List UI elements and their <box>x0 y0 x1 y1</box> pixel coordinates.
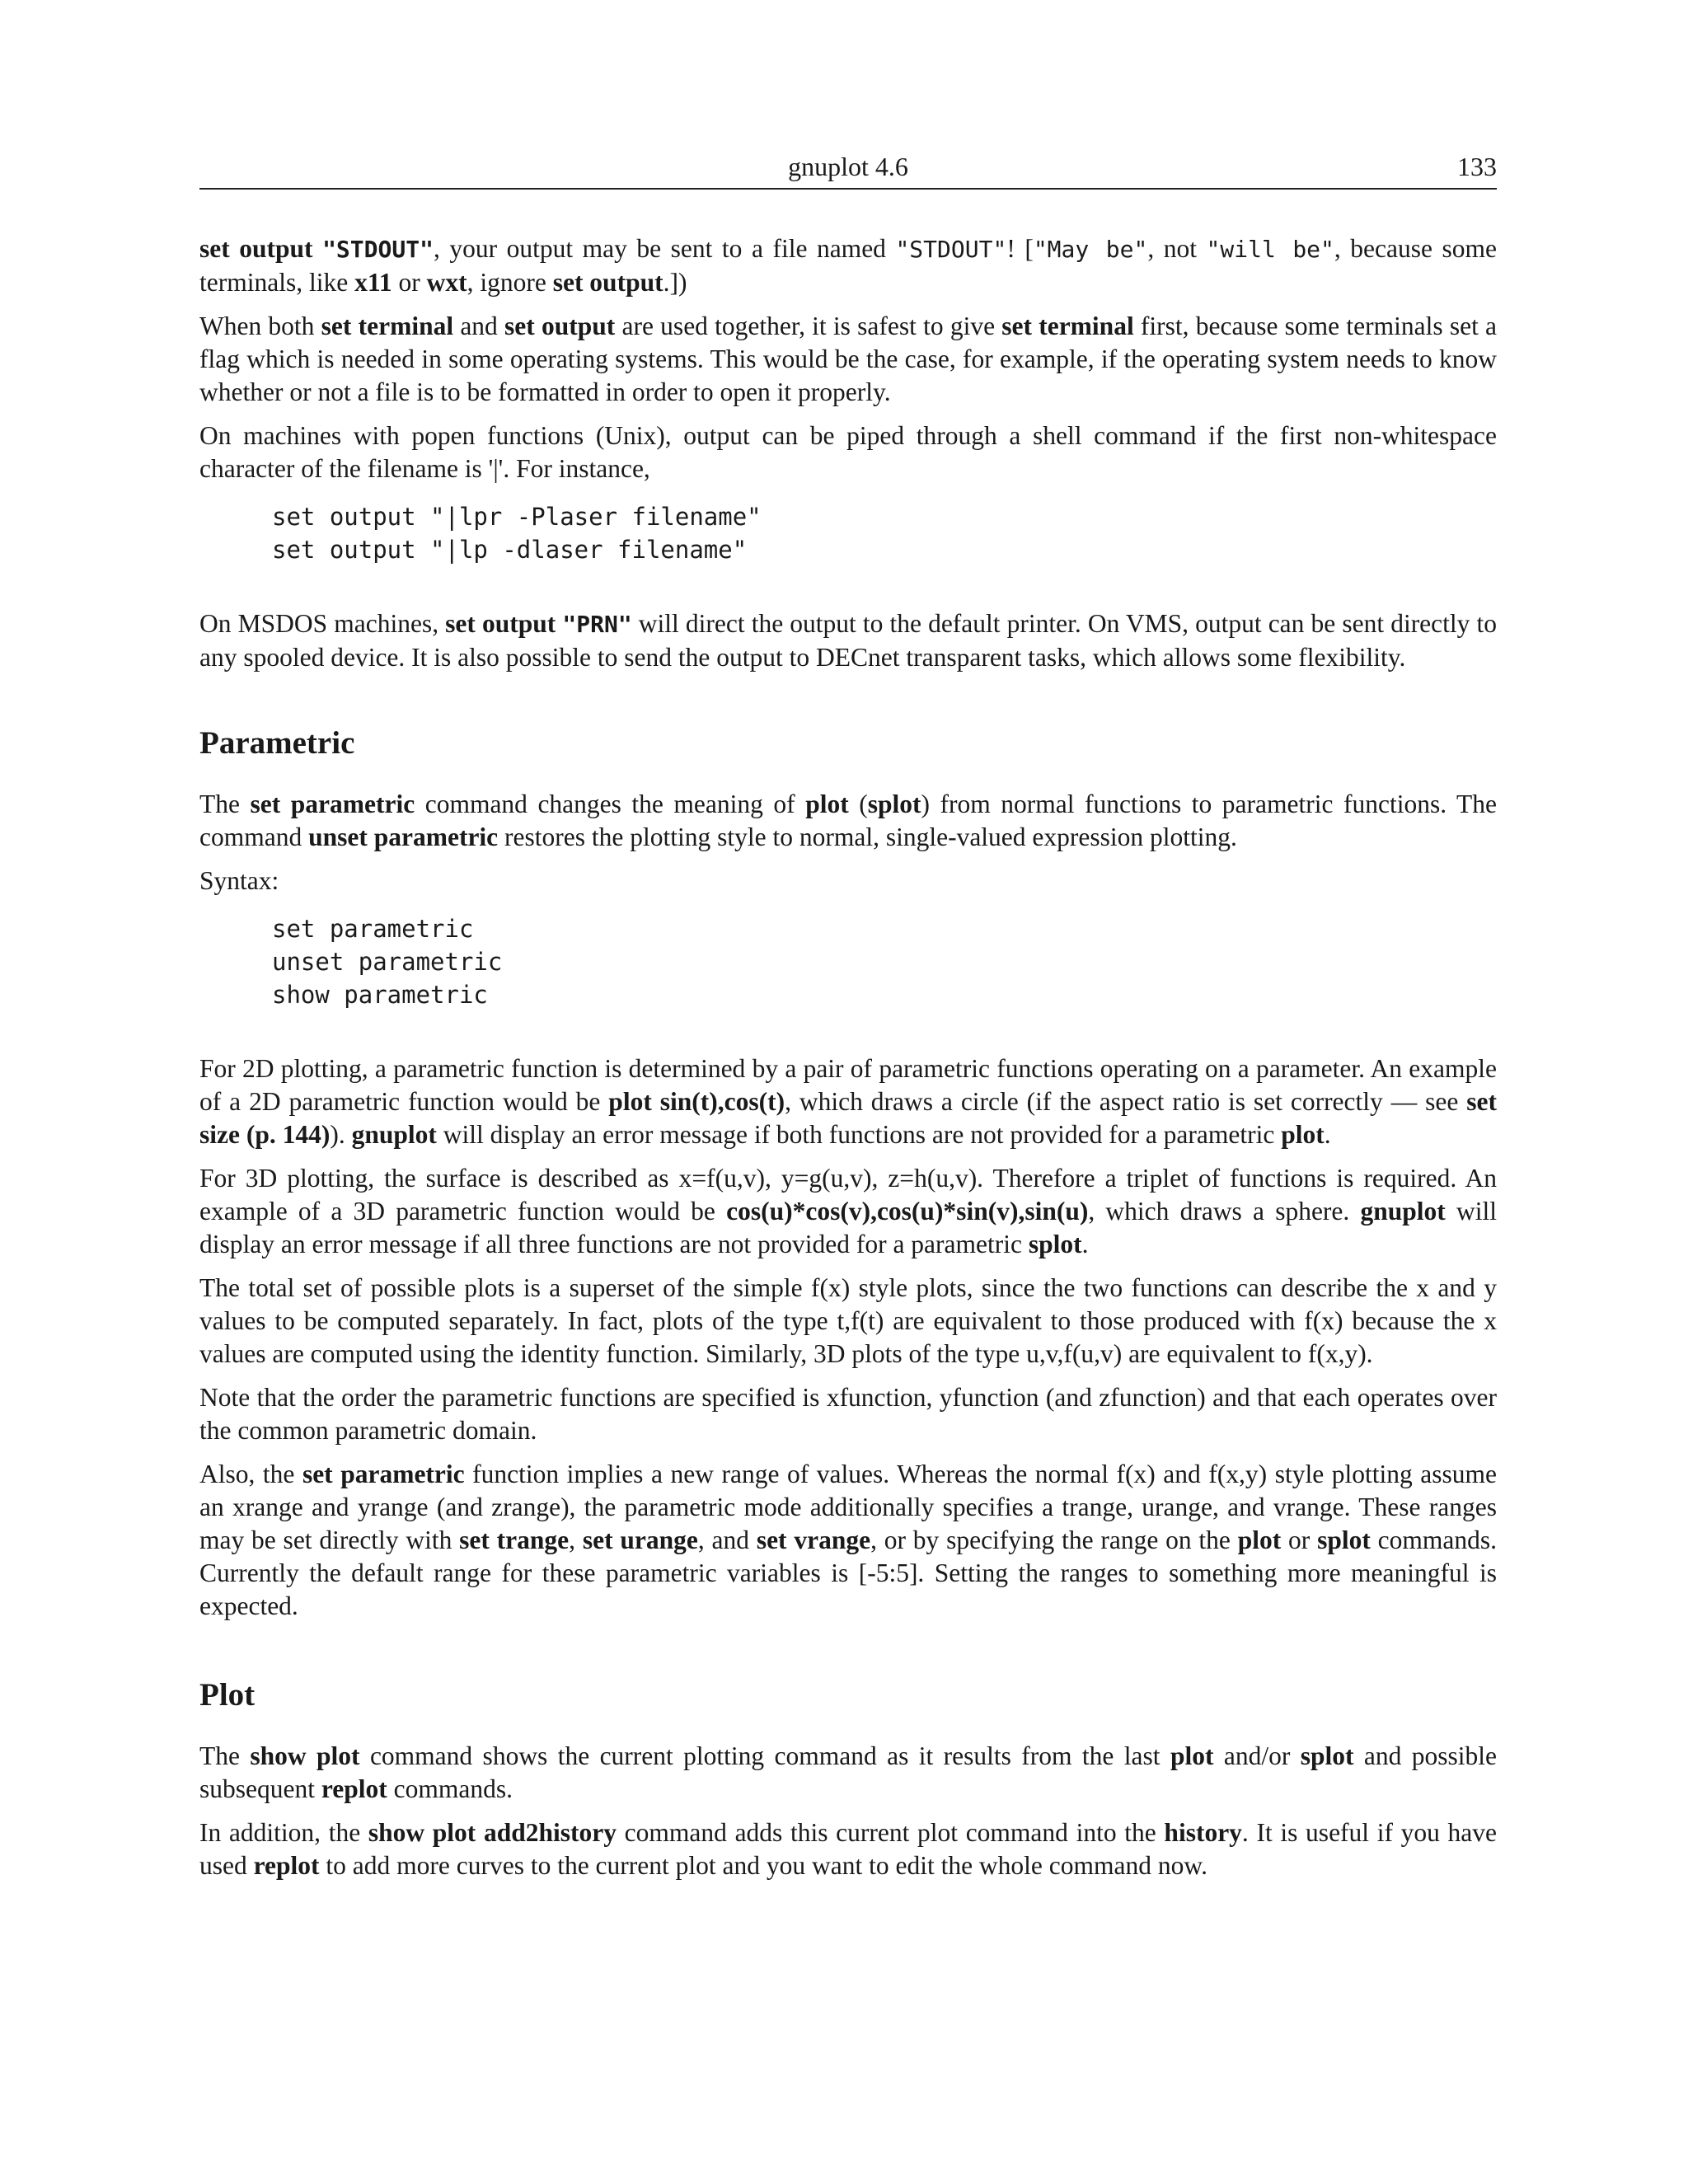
parametric-paragraph-4: The total set of possible plots is a superset of the simple f(x) style plots, since the two functions can describe the x and y values to be computed separately. In fact, plots of the type t,f(t) are equivalent to those produced with f(x) because the x values are computed using the identity function. Similarly, 3D plots of the type u,v,f(u,v) are equivalent to f(x,y). <box>199 1273 1497 1368</box>
code-line: show parametric <box>272 981 488 1009</box>
parametric-paragraph-3: For 3D plotting, the surface is described as x=f(u,v), y=g(u,v), z=h(u,v). Therefore a triplet of functions is required. An example of a 3D parametric function would be cos(u)*cos(v),cos(u)*sin(v),sin(u), which draws a sphere. gnuplot will display an error message if all three functions are not provided for a parametric splot. <box>199 1164 1497 1258</box>
plot-paragraph-2: In addition, the show plot add2history command adds this current plot command into the history. It is useful if you have used replot to add more curves to the current plot and you want to edit the whole command now. <box>199 1818 1498 1880</box>
code-line: set parametric <box>272 915 474 943</box>
section-heading-plot: Plot <box>199 1677 256 1713</box>
output-paragraph-3: On machines with popen functions (Unix), output can be piped through a shell command if the first non-whitespace character of the filename is '|'. For instance, <box>199 421 1497 483</box>
output-paragraph-2: When both set terminal and set output are used together, it is safest to give set terminal first, because some terminals set a flag which is needed in some operating systems. This would be the case, for example, if the operating system needs to know whether or not a file is to be formatted in order to open it properly. <box>199 312 1498 406</box>
plot-paragraph-1: The show plot command shows the current plotting command as it results from the last plot and/or splot and possible subsequent replot commands. <box>199 1741 1497 1803</box>
parametric-code-block <box>199 912 1497 1011</box>
parametric-paragraph-2: For 2D plotting, a parametric function is determined by a pair of parametric functions operating on a parameter. An example of a 2D parametric function would be plot sin(t),cos(t), which draws a circle (if the aspect ratio is set correctly — see set size (p. 144)). gnuplot will display an error message if both functions are not provided for a parametric plot. <box>199 1054 1497 1149</box>
cross-reference-link[interactable]: set size (p. 144) <box>199 1087 1497 1149</box>
page-body <box>199 232 1497 1893</box>
section-heading-parametric: Parametric <box>199 725 355 761</box>
output-code-block <box>199 500 1497 566</box>
output-paragraph-1: set output "STDOUT", your output may be sent to a file named "STDOUT"! ["May be", not "will be", because some terminals, like x11 or wxt, ignore set output.]) <box>199 234 1498 297</box>
running-header <box>199 152 1497 190</box>
code-line: set output "|lpr -Plaser filename" <box>272 503 762 531</box>
parametric-paragraph-6: Also, the set parametric function implies a new range of values. Whereas the normal f(x) and f(x,y) style plotting assume an xrange and yrange (and zrange), the parametric mode additionally specifies a trange, urange, and vrange. These ranges may be set directly with set trange, set urange, and set vrange, or by specifying the range on the plot or splot commands. Currently the default range for these parametric variables is [-5:5]. Setting the ranges to something more meaningful is expected. <box>199 1460 1498 1620</box>
page-number: 133 <box>1457 152 1497 181</box>
code-line: unset parametric <box>272 948 503 976</box>
header-title: gnuplot 4.6 <box>788 152 908 181</box>
code-line: set output "|lp -dlaser filename" <box>272 536 748 564</box>
parametric-paragraph-5: Note that the order the parametric functions are specified is xfunction, yfunction (and zfunction) and that each operates over the common parametric domain. <box>199 1383 1497 1445</box>
syntax-label: Syntax: <box>199 866 279 895</box>
output-paragraph-4: On MSDOS machines, set output "PRN" will direct the output to the default printer. On VMS, output can be sent directly to any spooled device. It is also possible to send the output to DECnet transparent tasks, which allows some flexibility. <box>199 609 1497 672</box>
parametric-paragraph-1: The set parametric command changes the meaning of plot (splot) from normal functions to parametric functions. The command unset parametric restores the plotting style to normal, single-valued expression plotting. <box>199 790 1498 851</box>
